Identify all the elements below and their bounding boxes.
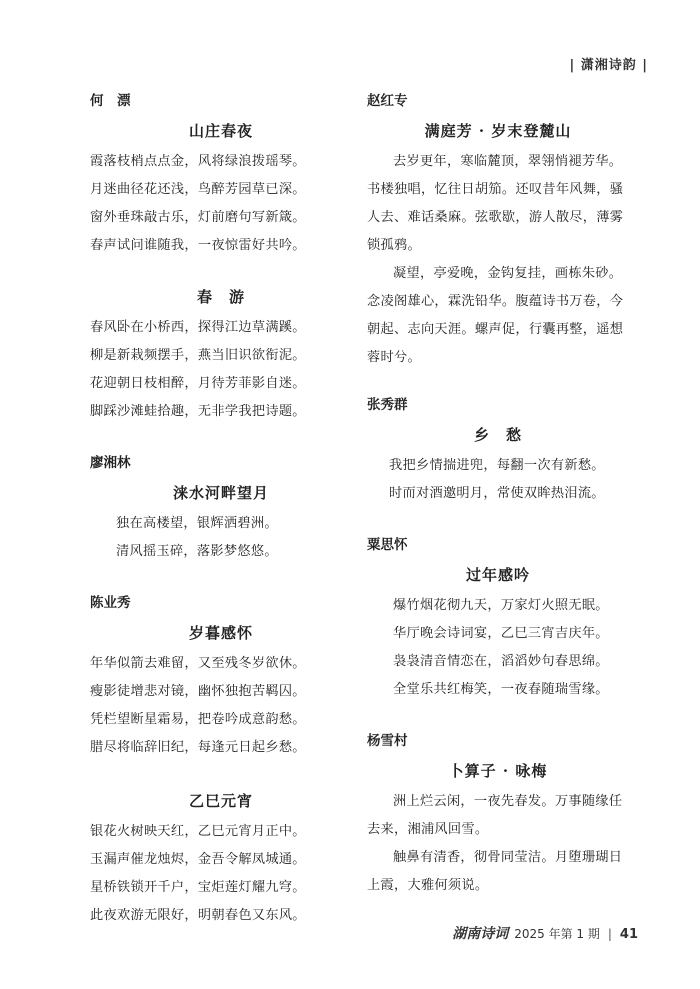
- poem-line: 银花火树映天红，乙巳元宵月正中。: [90, 824, 306, 839]
- poet-name: 杨雪村: [367, 733, 408, 749]
- poem-line: 全堂乐共红梅笑，一夜春随瑞雪缘。: [393, 682, 609, 697]
- poem-title: 乙巳元宵: [188, 792, 253, 810]
- poet-name: 粟思怀: [367, 537, 408, 553]
- poem-line: 华厅晚会诗词宴，乙巳三宵吉庆年。: [393, 626, 609, 641]
- poem-line: 月迷曲径花还浅，鸟醉芳园草已深。: [90, 182, 306, 197]
- poem-title: 涞水河畔望月: [172, 484, 269, 502]
- poet-name: 何 漂: [90, 93, 131, 109]
- poem-line: 玉漏声催龙烛烬，金吾令解凤城通。: [90, 852, 306, 867]
- poem-title: 岁暮感怀: [188, 624, 253, 642]
- poem-line: 窗外垂珠敲古乐，灯前磨句写新箴。: [90, 210, 306, 225]
- poem-line: 年华似箭去难留，又至残冬岁欲休。: [90, 656, 306, 671]
- poem-title: 春 游: [196, 288, 245, 306]
- poem-line: 书楼独唱，忆往日胡笳。还叹昔年风舞，骚: [367, 182, 624, 197]
- footer-divider: |: [607, 927, 612, 941]
- poem-line: 蓉时兮。: [367, 350, 421, 365]
- poem-line: 我把乡情揣进兜，每翻一次有新愁。: [389, 458, 605, 473]
- poem-line: 此夜欢游无限好，明朝春色又东风。: [90, 908, 306, 923]
- magazine-logo: 湖南诗词: [452, 926, 509, 942]
- poem-line: 念凌阁雄心，霖洗铅华。腹蕴诗书万卷，今: [367, 294, 624, 309]
- poem-line: 星桥铁锁开千户，宝炬莲灯耀九穹。: [90, 880, 306, 895]
- poem-line: 锁孤鸦。: [367, 238, 421, 253]
- issue-label: 2025 年第 1 期: [514, 927, 600, 941]
- poem-line: 瘦影徒增悲对镜，幽怀独抱苦羁囚。: [90, 684, 306, 699]
- section-tag: | 潇湘诗韵 |: [569, 58, 648, 73]
- left-column: [90, 92, 352, 930]
- poet-name: 陈业秀: [90, 595, 131, 611]
- poem-title: 满庭芳 · 岁末登麓山: [424, 122, 572, 140]
- poem-title: 卜算子 · 咏梅: [448, 762, 548, 780]
- poem-line: 凝望，亭爱晚，金钩复挂，画栋朱砂。: [393, 266, 623, 281]
- poem-line: 时而对酒邀明月，常使双眸热泪流。: [389, 486, 605, 501]
- poem-line: 霞落枝梢点点金，风将绿浪拨瑶琴。: [90, 154, 306, 169]
- poem-line: 触鼻有清香，彻骨同莹洁。月堕珊瑚日: [393, 850, 623, 865]
- poem-line: 春风卧在小桥西，探得江边草满蹊。: [90, 320, 306, 335]
- poem-line: 人去、难话桑麻。弦歌歇，游人散尽，薄雾: [367, 210, 624, 225]
- poem-line: 去来，湘浦风回雪。: [367, 822, 489, 837]
- poem-line: 爆竹烟花彻九天，万家灯火照无眠。: [393, 598, 609, 613]
- page-footer: [452, 923, 638, 943]
- poem-line: 凭栏望断星霜易，把卷吟成意韵愁。: [90, 712, 306, 727]
- poem-line: 腊尽将临辞旧纪，每逢元日起乡愁。: [90, 740, 306, 755]
- poem-line: 朝起、志向天涯。螺声促，行囊再整，遥想: [367, 322, 624, 337]
- poet-name: 廖湘林: [90, 455, 131, 471]
- poem-line: 清风摇玉碎，落影梦悠悠。: [116, 544, 278, 559]
- poem-line: 柳是新栽频摆手，燕当旧识欲衔泥。: [90, 348, 306, 363]
- poem-line: 去岁更年，寒临麓顶，翠翎悄褪芳华。: [393, 154, 623, 169]
- poem-line: 春声试问谁随我，一夜惊雷好共吟。: [90, 238, 306, 253]
- poem-line: 袅袅清音情恋在，滔滔妙句春思绵。: [393, 654, 609, 669]
- poem-line: 脚踩沙滩蛙拾趣，无非学我把诗题。: [90, 404, 306, 419]
- poem-line: 洲上烂云闲，一夜先春发。万事随缘任: [393, 794, 623, 809]
- poem-line: 花迎朝日枝相醉，月待芳菲影自迷。: [90, 376, 306, 391]
- poem-line: 上霞，大雅何须说。: [367, 878, 489, 893]
- poem-title: 山庄春夜: [188, 122, 253, 140]
- poem-title: 过年感吟: [465, 566, 530, 584]
- poem-title: 乡 愁: [473, 426, 522, 444]
- poet-name: 张秀群: [367, 397, 408, 413]
- right-column: [367, 92, 629, 900]
- page-number: 41: [619, 927, 638, 942]
- poet-name: 赵红专: [367, 93, 408, 109]
- poem-line: 独在高楼望，银辉洒碧洲。: [116, 516, 278, 531]
